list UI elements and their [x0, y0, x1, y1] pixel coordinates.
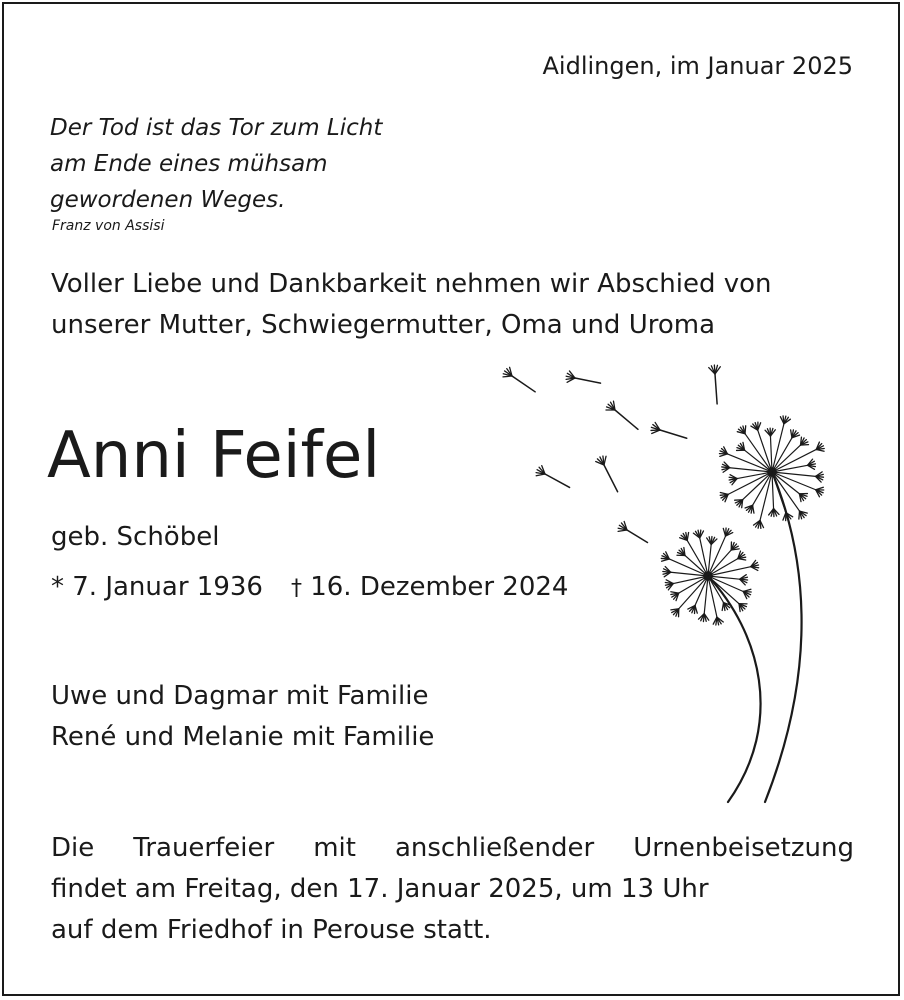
- ceremony-word: Urnenbeisetzung: [633, 833, 854, 863]
- ceremony-word: Die: [51, 833, 95, 863]
- mourner-line: Uwe und Dagmar mit Familie: [51, 681, 429, 711]
- quote-line: Der Tod ist das Tor zum Licht: [50, 115, 383, 141]
- intro-line: unserer Mutter, Schwiegermutter, Oma und Uroma: [51, 310, 716, 340]
- quote: [50, 110, 382, 218]
- ceremony-line: auf dem Friedhof in Perouse statt.: [51, 915, 492, 945]
- ceremony-info: [51, 828, 854, 951]
- dandelion-icon: [500, 362, 840, 812]
- quote-line: am Ende eines mühsam: [50, 151, 328, 177]
- maiden-name: geb. Schöbel: [51, 522, 220, 552]
- mourner-line: René und Melanie mit Familie: [51, 722, 435, 752]
- mourners-list: [51, 676, 434, 758]
- quote-line: gewordenen Weges.: [50, 187, 286, 213]
- birth-date: * 7. Januar 1936: [51, 572, 263, 602]
- quote-author: Franz von Assisi: [52, 218, 165, 234]
- place-date: Aidlingen, im Januar 2025: [542, 52, 853, 80]
- ceremony-word: Trauerfeier: [133, 833, 275, 863]
- intro-line: Voller Liebe und Dankbarkeit nehmen wir Abschied von: [51, 269, 772, 299]
- cross-icon: †: [290, 576, 302, 601]
- ceremony-line: findet am Freitag, den 17. Januar 2025, um 13 Uhr: [51, 874, 709, 904]
- ceremony-line: [51, 828, 854, 869]
- intro-text: [51, 264, 772, 346]
- deceased-name: Anni Feifel: [47, 419, 381, 493]
- death-date: 16. Dezember 2024: [310, 572, 569, 602]
- life-dates: [51, 572, 568, 602]
- ceremony-word: mit: [313, 833, 356, 863]
- ceremony-word: anschließender: [394, 833, 595, 863]
